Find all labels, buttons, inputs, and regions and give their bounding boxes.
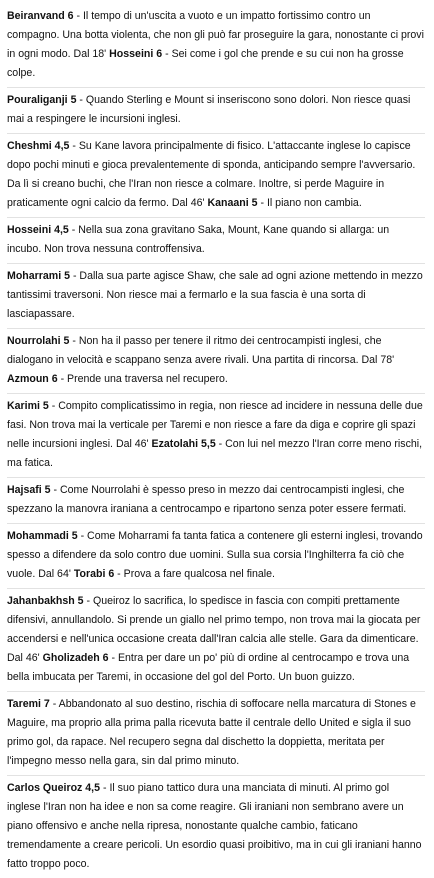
player-name-rating: Hajsafi 5 [7,484,51,496]
substitute-comment: - Prende una traversa nel recupero. [57,373,228,385]
substitute-comment: - Con lui nel mezzo l'Iran corre meno rischi, ma fatica. [7,438,423,469]
rating-entry [7,692,425,776]
rating-comment: - Quando Sterling e Mount si inseriscono sono dolori. Non riesce quasi mai a respingere le incursioni inglesi. [7,94,411,125]
rating-entry [7,394,425,478]
player-name-rating: Nourrolahi 5 [7,335,70,347]
rating-entry [7,4,425,88]
player-name-rating: Taremi 7 [7,698,50,710]
rating-entry [7,134,425,218]
rating-comment: - Il tempo di un'uscita a vuoto e un impatto fortissimo contro un compagno. Una botta violenta, che non gli può far proseguire la gara, nonostante ci provi in ogni modo. Dal 18' [7,10,424,60]
substitute-name-rating: Gholizadeh 6 [42,652,109,664]
player-name-rating: Pouraliganji 5 [7,94,77,106]
rating-entry [7,589,425,692]
substitute-name-rating: Azmoun 6 [7,373,58,385]
substitute-name-rating: Hosseini 6 [109,48,163,60]
substitute-name-rating: Ezatolahi 5,5 [151,438,216,450]
rating-entry [7,218,425,264]
player-name-rating: Carlos Queiroz 4,5 [7,782,101,794]
rating-entry [7,264,425,329]
rating-comment: - Nella sua zona gravitano Saka, Mount, Kane quando si allarga: un incubo. Non trova nessuna controffensiva. [7,224,390,255]
rating-entry [7,88,425,134]
substitute-name-rating: Torabi 6 [73,568,115,580]
rating-comment: - Compito complicatissimo in regia, non riesce ad incidere in nessuna delle due fasi. Non trova mai la verticale per Taremi e non riesce a fare da diga e coprire gli spazi nelle incursioni inglesi. Dal 46' [7,400,423,450]
rating-comment: - Queiroz lo sacrifica, lo spedisce in fascia con compiti prettamente difensivi, annullandolo. Si prende un giallo nel primo tempo, non trova mai la giocata per accendersi e nell'unica occasione creata dall'Iran calcia alle stelle. Gara da dimenticare. Dal 46' [7,595,421,664]
rating-entry [7,329,425,394]
substitute-name-rating: Kanaani 5 [207,197,258,209]
substitute-comment: - Prova a fare qualcosa nel finale. [114,568,275,580]
rating-comment: - Abbandonato al suo destino, rischia di soffocare nella marcatura di Stones e Maguire, ma proprio alla prima palla ricevuta batte il centrale dello United e sigla il suo primo gol, da rapace. Nel recupero segna dal dischetto la doppietta, meritata per l'impegno messo nella gara, sin dal primo minuto. [7,698,416,767]
substitute-comment: - Il piano non cambia. [257,197,362,209]
substitute-comment: - Sei come i gol che prende e su cui non ha grosse colpe. [7,48,404,79]
rating-comment: - Dalla sua parte agisce Shaw, che sale ad ogni azione mettendo in mezzo tantissimi traversoni. Non riesce mai a fermarlo e la sua fascia è una sorta di lasciapassare. [7,270,423,320]
player-name-rating: Beiranvand 6 [7,10,74,22]
player-name-rating: Hosseini 4,5 [7,224,69,236]
rating-entry [7,776,425,878]
rating-entry [7,478,425,524]
rating-comment: - Su Kane lavora principalmente di fisico. L'attaccante inglese lo capisce dopo pochi minuti e gioca prevalentemente di sponda, anticipando sempre l'avversario. Da lì si creano buchi, che l'Iran non riesce a colmare. Inoltre, si perde Maguire in praticamente ogni calcio da fermo. Dal 46' [7,140,416,209]
rating-entry [7,524,425,589]
player-name-rating: Karimi 5 [7,400,49,412]
player-name-rating: Jahanbakhsh 5 [7,595,84,607]
player-name-rating: Mohammadi 5 [7,530,78,542]
rating-comment: - Non ha il passo per tenere il ritmo dei centrocampisti inglesi, che dialogano in velocità e scappano senza avere rivali. Una partita di rincorsa. Dal 78' [7,335,395,366]
rating-comment: - Il suo piano tattico dura una manciata di minuti. Al primo gol inglese l'Iran non ha idee e non sa come reagire. Gli iraniani non sembrano avere un piano offensivo e anche nella ripresa, nonostante qualche cambio, faticano tremendamente a creare pericoli. Un esordio quasi proibitivo, ma in cui gli iraniani hanno fatto troppo poco. [7,782,422,870]
player-name-rating: Moharrami 5 [7,270,70,282]
rating-comment: - Come Nourrolahi è spesso preso in mezzo dai centrocampisti inglesi, che spezzano la manovra iraniana a centrocampo e ripartono senza poter essere fermati. [7,484,407,515]
player-name-rating: Cheshmi 4,5 [7,140,70,152]
substitute-comment: - Entra per dare un po' più di ordine al centrocampo e trova una bella imbucata per Taremi, in occasione del gol del Porto. Un buon guizzo. [7,652,410,683]
rating-comment: - Come Moharrami fa tanta fatica a contenere gli esterni inglesi, trovando spesso a difendere da solo contro due uomini. Sulla sua corsia l'Inghilterra fa ciò che vuole. Dal 64' [7,530,423,580]
